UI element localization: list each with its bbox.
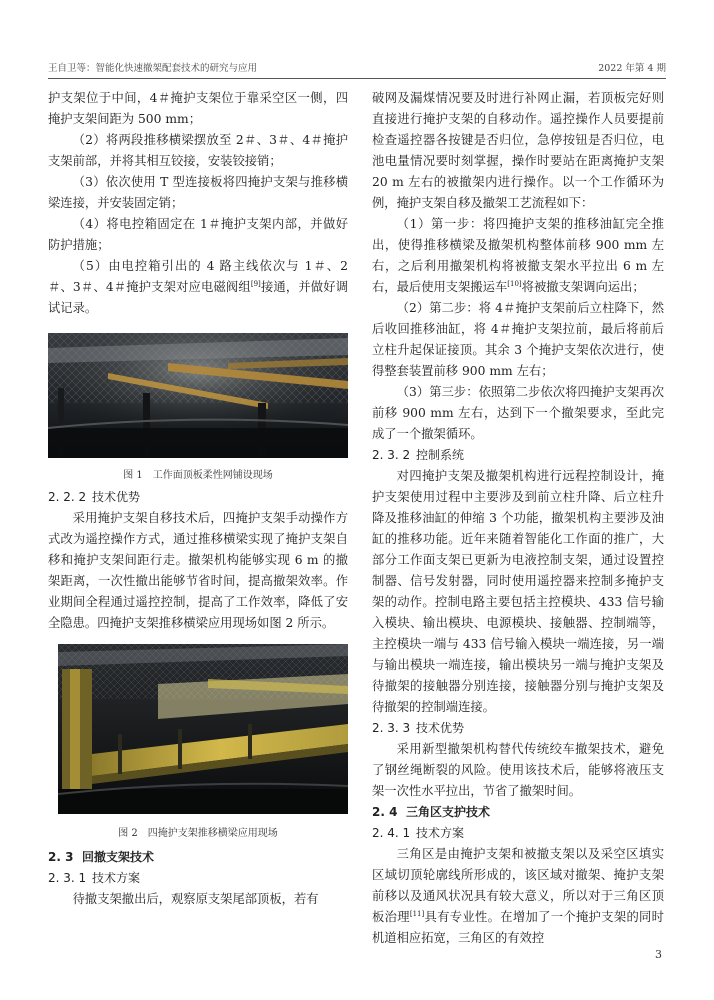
paragraph-text: 三角区是由掩护支架和被撤支架以及采空区填实区域切顶轮廓线所形成的，该区域对撤架、掩护支架前移以及通风状况具有较大意义，所以对于三角区顶板治理	[372, 847, 664, 924]
figure-2-photo	[58, 644, 348, 814]
paragraph: （2）将两段推移横梁摆放至 2＃、3＃、4＃掩护支架前部，并将其相互铰接，安装铰接销；	[48, 133, 348, 168]
section-number: 2. 4. 1	[372, 826, 411, 840]
paragraph: 采用新型撤架机构替代传统绞车撤架技术，避免了钢丝绳断裂的风险。使用该技术后，能够将液压支架一次性水平拉出，节省了撤架时间。	[372, 742, 664, 798]
section-number: 2. 3	[48, 850, 74, 864]
section-title: 控制系统	[416, 448, 465, 462]
paragraph-text: 接通，并做好调试记录。	[48, 280, 348, 315]
paragraph: （2）第二步：将 4＃掩护支架前后立柱降下，然后收回推移油缸，将 4＃掩护支架拉前，最后将前后立柱升起保证接顶。其余 3 个掩护支架依次进行，使得整套装置前移 900 mm 左右；	[372, 301, 664, 378]
section-number: 2. 3. 1	[48, 871, 87, 885]
section-heading-2-3	[48, 847, 348, 868]
section-heading-2-3-2	[372, 445, 664, 466]
shield-support-beam-image	[58, 644, 348, 814]
journal-article-title: 王自卫等：智能化快速撤架配套技术的研究与应用	[48, 63, 258, 74]
mine-roof-mesh-image	[48, 333, 348, 458]
right-column	[372, 88, 664, 949]
section-heading-2-4-1	[372, 823, 664, 844]
section-number: 2. 3. 3	[372, 721, 411, 735]
journal-issue: 2022 年第 4 期	[598, 63, 666, 74]
citation-ref: [10]	[507, 280, 522, 288]
paragraph: （3）依次使用 T 型连接板将四掩护支架与推移横梁连接，并安装固定销；	[48, 175, 348, 210]
figure-1-caption: 图 1 工作面顶板柔性网铺设现场	[123, 470, 273, 481]
citation-ref: [11]	[409, 910, 425, 918]
paragraph-text: （1）第一步：将四掩护支架的推移油缸完全推出，使得推移横梁及撤架机构整体前移 900 mm 左右，之后利用撤架机构将被撤支架水平拉出 6 m 左右，最后使用支架搬运车	[372, 217, 664, 294]
section-title: 回撤支架技术	[82, 850, 155, 864]
section-number: 2. 4	[372, 805, 398, 819]
paragraph: 待撤支架撤出后，观察原支架尾部顶板，若有	[72, 892, 319, 906]
paragraph: 对四掩护支架及撤架机构进行远程控制设计，掩护支架使用过程中主要涉及到前立柱升降、后立柱升降及推移油缸的伸缩 3 个功能，撤架机构主要涉及油缸的推移功能。近年来随着智能化工作面的推广，大部分工作面支架已更新为电液控制支架，通过设置控制器、信号发射器，同时使用遥控器来控制多掩护支架的动作。控制电路主要包括主控模块、433 信号输入模块、输出模块、电源模块、接触器、控制端等，主控模块一端与 433 信号输入模块一端连接，另一端与输出模块一端连接，输出模块另一端与掩护支架及待撤架的接触器分别连接，接触器分别与掩护支架及待撤架的控制端连接。	[372, 469, 664, 714]
paragraph: （3）第三步：依照第二步依次将四掩护支架再次前移 900 mm 左右，达到下一个撤架要求，至此完成了一个撤架循环。	[372, 385, 664, 441]
running-header	[48, 60, 666, 74]
figure-2-caption: 图 2 四掩护支架推移横梁应用现场	[118, 828, 278, 839]
paragraph-text: 具有专业性。在增加了一个掩护支架的同时机道相应拓宽，三角区的有效控	[372, 910, 664, 945]
page-number: 3	[655, 948, 662, 961]
section-number: 2. 3. 2	[372, 448, 411, 462]
paragraph: 采用掩护支架自移技术后，四掩护支架手动操作方式改为遥控操作方式，通过推移横梁实现了掩护支架自移和掩护支架间距行走。撤架机构能够实现 6 m 的撤架距离，一次性撤出能够节省时间，提高撤架效率。作业期间全程通过遥控控制，提高了工作效率，降低了安全隐患。四掩护支架推移横梁应用现场如图 2 所示。	[48, 511, 348, 630]
paragraph: （4）将电控箱固定在 1＃掩护支架内部，并做好防护措施；	[48, 217, 348, 252]
section-title: 技术方案	[92, 871, 141, 885]
paragraph	[372, 844, 664, 949]
figure-1-photo	[48, 333, 348, 458]
section-heading-2-4	[372, 802, 664, 823]
paragraph-text: （5）由电控箱引出的 4 路主线依次与 1＃、2＃、3＃、4＃掩护支架对应电磁阀组	[48, 259, 348, 294]
paragraph	[48, 256, 348, 319]
paragraph: 破网及漏煤情况要及时进行补网止漏，若顶板完好则直接进行掩护支架的自移动作。遥控操作人员要提前检查遥控器各按键是否归位，急停按钮是否归位，电池电量情况要时刻掌握，操作时要站在距离掩护支架 20 m 左右的被撤架内进行操作。以一个工作循环为例，掩护支架自移及撤架工艺流程如下：	[372, 91, 664, 210]
section-heading-2-3-3	[372, 718, 664, 739]
header-divider	[48, 78, 666, 79]
left-column	[48, 88, 348, 910]
citation-ref: [9]	[250, 280, 261, 288]
section-title: 技术优势	[416, 721, 465, 735]
section-title: 技术方案	[416, 826, 465, 840]
paragraph: 护支架位于中间，4＃掩护支架位于靠采空区一侧，四掩护支架间距为 500 mm；	[48, 91, 348, 126]
section-title: 三角区支护技术	[406, 805, 491, 819]
paragraph	[372, 214, 664, 298]
section-heading-2-2-2	[48, 487, 348, 508]
section-heading-2-3-1	[48, 868, 348, 889]
section-number: 2. 2. 2	[48, 490, 87, 504]
paragraph-text: 将被撤支架调向运出；	[521, 280, 645, 294]
section-title: 技术优势	[92, 490, 141, 504]
